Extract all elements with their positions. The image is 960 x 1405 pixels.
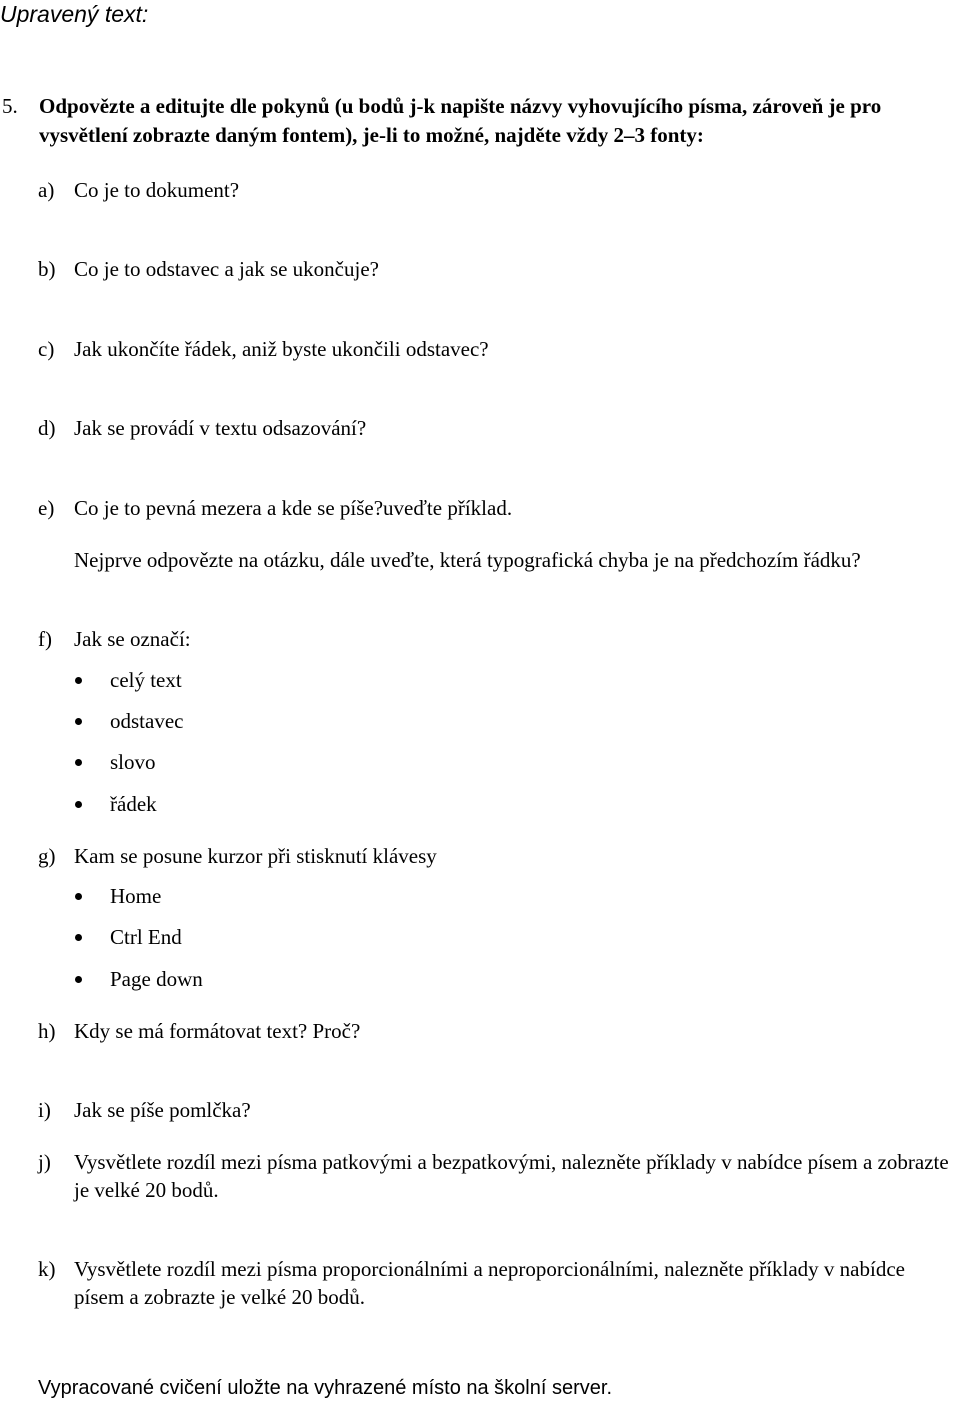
question-text: Kam se posune kurzor při stisknutí klávesy (74, 844, 437, 868)
question-label: f) (38, 627, 52, 651)
question-text: Jak se provádí v textu odsazování? (74, 416, 367, 440)
list-item: celý text (0, 666, 400, 694)
bullet-icon (75, 934, 82, 941)
task-number: 5. (2, 94, 18, 118)
list-item: odstavec (0, 707, 400, 735)
question-label: i) (38, 1098, 51, 1122)
list-item: Home (0, 882, 400, 910)
list-item: řádek (0, 790, 400, 818)
question-label: e) (38, 496, 55, 520)
question-text: Jak se píše pomlčka? (74, 1098, 251, 1122)
question-label: j) (38, 1150, 51, 1174)
question-label: a) (38, 178, 55, 202)
bullet-icon (75, 718, 82, 725)
list-item: slovo (0, 748, 400, 776)
question-label: g) (38, 844, 56, 868)
bullet-icon (75, 759, 82, 766)
footer-instruction: Vypracované cvičení uložte na vyhrazené místo na školní server. (38, 1377, 612, 1399)
list-item: Page down (0, 965, 400, 993)
question-text: Vysvětlete rozdíl mezi písma proporcionálními a neproporcionálními, nalezněte příklady v nabídce písem a zobrazte je velké 20 bodů. (74, 1257, 905, 1309)
question-label: h) (38, 1019, 56, 1043)
bullet-icon (75, 976, 82, 983)
question-label: k) (38, 1257, 56, 1281)
question-e-note: Nejprve odpovězte na otázku, dále uveďte, která typografická chyba je na předchozím řádku? (74, 548, 861, 572)
bullet-icon (75, 893, 82, 900)
question-label: b) (38, 257, 56, 281)
question-label: c) (38, 337, 55, 361)
question-label: d) (38, 416, 56, 440)
question-text: Vysvětlete rozdíl mezi písma patkovými a bezpatkovými, nalezněte příklady v nabídce písem a zobrazte je velké 20 bodů. (74, 1150, 949, 1202)
bullet-icon (75, 677, 82, 684)
question-text: Co je to odstavec a jak se ukončuje? (74, 257, 379, 281)
question-text: Jak se označí: (74, 627, 191, 651)
list-item: Ctrl End (0, 923, 400, 951)
question-text: Kdy se má formátovat text? Proč? (74, 1019, 361, 1043)
page-title: Upravený text: (0, 1, 149, 27)
question-text: Co je to pevná mezera a kde se píše?uveďte příklad. (74, 496, 513, 520)
task-instructions: Odpovězte a editujte dle pokynů (u bodů j-k napište názvy vyhovujícího písma, zároveň je pro vysvětlení zobrazte daným fontem), je-li to možné, najděte vždy 2–3 fonty: (39, 94, 882, 147)
bullet-icon (75, 801, 82, 808)
question-text: Co je to dokument? (74, 178, 240, 202)
question-text: Jak ukončíte řádek, aniž byste ukončili odstavec? (74, 337, 489, 361)
